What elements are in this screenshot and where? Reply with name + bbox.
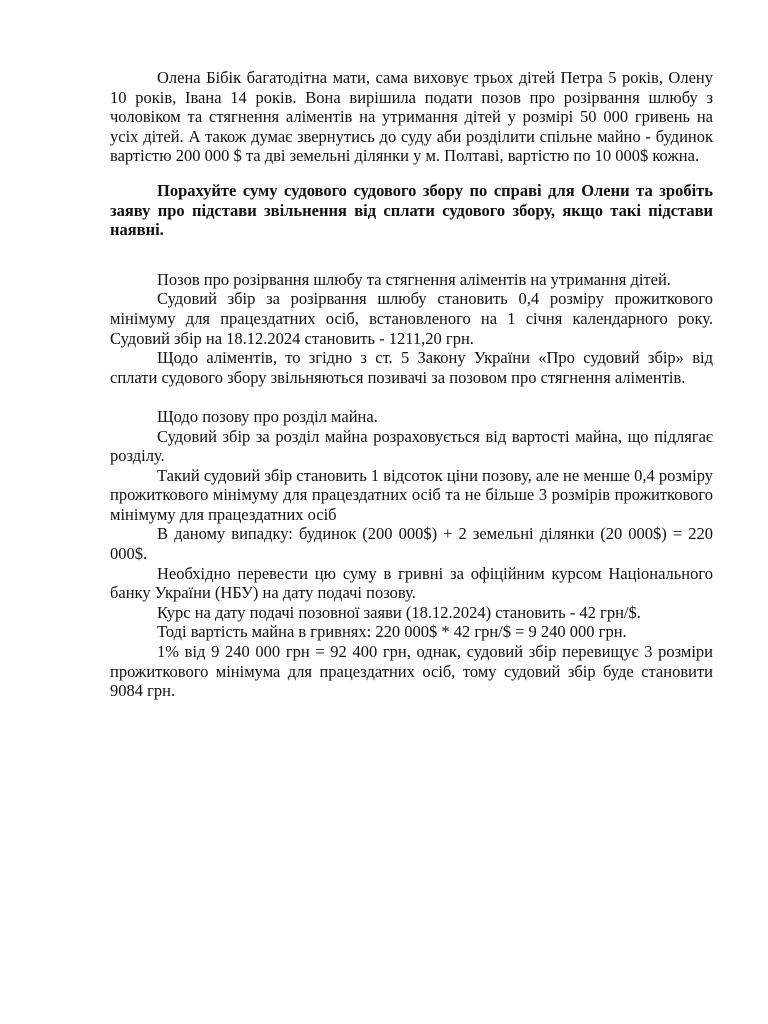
currency-conversion-paragraph: Необхідно перевести цю суму в гривні за офіційним курсом Національного банку України (НБУ) на дату подачі позову. [110, 563, 713, 603]
intro-paragraph: Олена Бібік багатодітна мати, сама виховує трьох дітей Петра 5 років, Олену 10 років, Івана 14 років. Вона вирішила подати позов про розірвання шлюбу з чоловіком та стягнення аліментів на утримання дітей у розмірі 50 000 гривень на усіх дітей. А також думає звернутись до суду аби розділити спільне майно - будинок вартістю 200 000 $ та дві земельні ділянки у м. Полтаві, вартістю по 10 000$ кожна. [110, 68, 713, 166]
alimony-exemption-paragraph: Щодо аліментів, то згідно з ст. 5 Закону України «Про судовий збір» від сплати судового збору звільняються позивачі за позовом про стягнення аліментів. [110, 348, 713, 387]
property-division-heading: Щодо позову про розділ майна. [157, 406, 378, 426]
paragraph-spacer [110, 387, 713, 407]
property-value-uah-paragraph: Тоді вартість майна в гривнях: 220 000$ * 42 грн/$ = 9 240 000 грн. [157, 622, 627, 642]
divorce-alimony-heading: Позов про розірвання шлюбу та стягнення аліментів на утримання дітей. [157, 269, 671, 289]
property-value-paragraph: В даному випадку: будинок (200 000$) + 2 земельні ділянки (20 000$) = 220 000$. [110, 524, 713, 564]
divorce-fee-paragraph: Судовий збір за розірвання шлюбу становить 0,4 розміру прожиткового мінімуму для працездатних осіб, встановленого на 1 січня календарного року. Судовий збір на 18.12.2024 становить - 1211,20 грн. [110, 289, 713, 348]
property-fee-rate-paragraph: Такий судовий збір становить 1 відсоток ціни позову, але не менше 0,4 розміру прожиткового мінімуму для працездатних осіб та не більше 3 розмірів прожиткового мінімуму для працездатних осіб [110, 465, 713, 524]
property-fee-basis-paragraph: Судовий збір за розділ майна розраховується від вартості майна, що підлягає розділу. [110, 426, 713, 466]
final-fee-paragraph: 1% від 9 240 000 грн = 92 400 грн, однак, судовий збір перевищує 3 розміри прожиткового мінімума для працездатних осіб, тому судовий збір буде становити 9084 грн. [110, 642, 713, 701]
exchange-rate-paragraph: Курс на дату подачі позовної заяви (18.12.2024) становить - 42 грн/$. [157, 602, 641, 622]
document-body [110, 68, 713, 701]
task-paragraph: Порахуйте суму судового судового збору по справі для Олени та зробіть заяву про підстави звільнення від сплати судового збору, якщо такі підстави наявні. [110, 180, 713, 240]
